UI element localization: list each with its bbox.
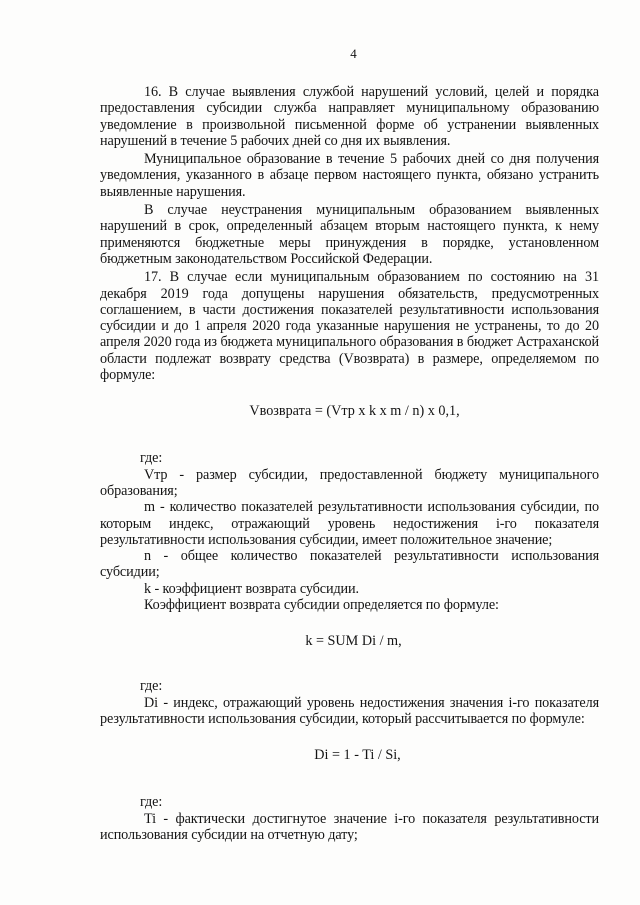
paragraph-16-3: В случае неустранения муниципальным образованием выявленных нарушений в срок, определенный абзацем вторым настоящего пункта, к нему применяются бюджетные меры принуждения в порядке, установленном бюджетным законодательством Российской Федерации. bbox=[100, 202, 599, 267]
definition-vtr: Vтр - размер субсидии, предоставленной бюджету муниципального образования; bbox=[100, 466, 599, 499]
definition-n: n - общее количество показателей результативности использования субсидии; bbox=[100, 548, 599, 581]
where-label: где: bbox=[140, 678, 163, 695]
definitions-2 bbox=[100, 695, 599, 728]
formula-coefficient: k = SUM Di / m, bbox=[305, 633, 402, 650]
where-label: где: bbox=[140, 794, 163, 811]
paragraph-16-2: Муниципальное образование в течение 5 рабочих дней со дня получения уведомления, указанного в абзаце первом настоящего пункта, обязано устранить выявленные нарушения. bbox=[100, 151, 599, 200]
where-label: где: bbox=[140, 450, 163, 467]
definition-m: m - количество показателей результативности использования субсидии, по которым индекс, отражающий уровень недостижения i-го показателя результативности использования субсидии, имеет положительное значение; bbox=[100, 499, 599, 548]
formula-refund-amount: Vвозврата = (Vтр x k x m / n) x 0,1, bbox=[249, 403, 460, 420]
page-number: 4 bbox=[350, 46, 357, 61]
definition-ti: Ti - фактически достигнутое значение i-го показателя результативности использования субсидии на отчетную дату; bbox=[100, 810, 599, 843]
definitions-1 bbox=[100, 467, 599, 614]
paragraph-16-1: 16. В случае выявления службой нарушений условий, целей и порядка предоставления субсидии служба направляет муниципальному образованию уведомление в произвольной письменной форме об устранении выявленных нарушений в течение 5 рабочих дней со дня их выявления. bbox=[100, 84, 599, 149]
definition-k: k - коэффициент возврата субсидии. bbox=[144, 580, 359, 597]
coefficient-intro: Коэффициент возврата субсидии определяется по формуле: bbox=[144, 597, 499, 614]
definitions-3 bbox=[100, 811, 599, 844]
formula-index: Di = 1 - Ti / Si, bbox=[314, 747, 401, 764]
section-16 bbox=[100, 84, 599, 383]
definition-di: Di - индекс, отражающий уровень недостижения значения i-го показателя результативности использования субсидии, который рассчитывается по формуле: bbox=[100, 694, 599, 727]
paragraph-17: 17. В случае если муниципальным образованием по состоянию на 31 декабря 2019 года допущены нарушения обязательств, предусмотренных соглашением, в части достижения показателей результативности использования субсидии и до 1 апреля 2020 года указанные нарушения не устранены, то до 20 апреля 2020 года из бюджета муниципального образования в бюджет Астраханской области подлежат возврату средства (Vвозврата) в размере, определяемом по формуле: bbox=[100, 269, 599, 384]
